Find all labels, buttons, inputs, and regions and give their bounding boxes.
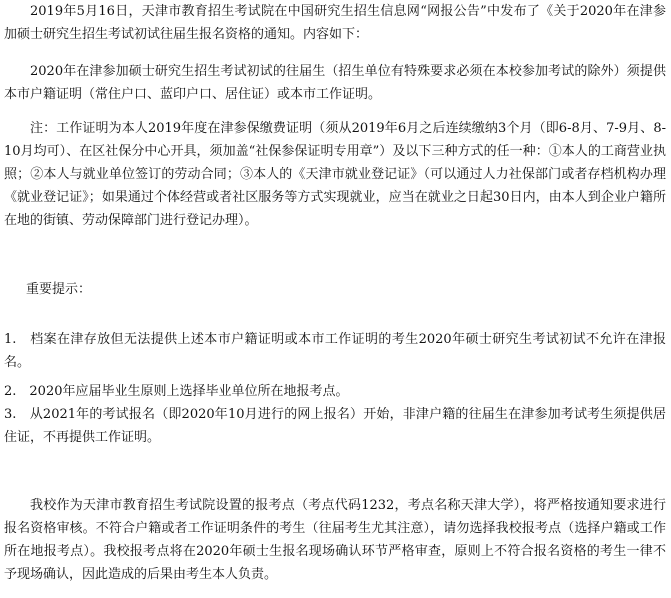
tips-heading: 重要提示：: [26, 282, 92, 297]
note-paragraph: 注：工作证明为本人2019年度在津参保缴费证明（须从2019年6月之后连续缴纳3个月（即6-8月、7-9月、8-10月均可）、在区社保分中心开具，须加盖“社保参保证明专用章”）及以下三种方式的任一种：①本人的工商营业执照；②本人与就业单位签订的劳动合同；③本人的《天津市就业登记证》（可以通过人力社保部门或者存档机构办理《就业登记证》；如果通过个体经营或者社区服务等方式实现就业，应当在就业之日起30日内，由本人到企业户籍所在地的街镇、劳动保障部门进行登记办理）。: [4, 121, 666, 228]
tip-item-2: 2. 2020年应届毕业生原则上选择毕业单位所在地报考点。: [4, 384, 349, 399]
closing-paragraph: 我校作为天津市教育招生考试院设置的报考点（考点代码1232，考点名称天津大学），将严格按通知要求进行报名资格审核。不符合户籍或者工作证明条件的考生（往届考生尤其注意），请勿选择我校报考点（选择户籍或工作所在地报考点）。我校报考点将在2020年硕士生报名现场确认环节严格审查，原则上不符合报名资格的考生一律不予现场确认，因此造成的后果由考生本人负责。: [4, 498, 666, 582]
tip-item-3: 3. 从2021年的考试报名（即2020年10月进行的网上报名）开始，非津户籍的往届生在津参加考试考生须提供居住证，不再提供工作证明。: [4, 407, 666, 445]
requirement-paragraph: 2020年在津参加硕士研究生招生考试初试的往届生（招生单位有特殊要求必须在本校参加考试的除外）须提供本市户籍证明（常住户口、蓝印户口、居住证）或本市工作证明。: [4, 64, 666, 102]
intro-paragraph: 2019年5月16日，天津市教育招生考试院在中国研究生招生信息网“网报公告”中发布了《关于2020年在津参加硕士研究生招生考试初试往届生报名资格的通知。内容如下：: [4, 4, 666, 42]
tip-item-1: 1. 档案在津存放但无法提供上述本市户籍证明或本市工作证明的考生2020年硕士研究生考试初试不允许在津报名。: [4, 332, 666, 370]
